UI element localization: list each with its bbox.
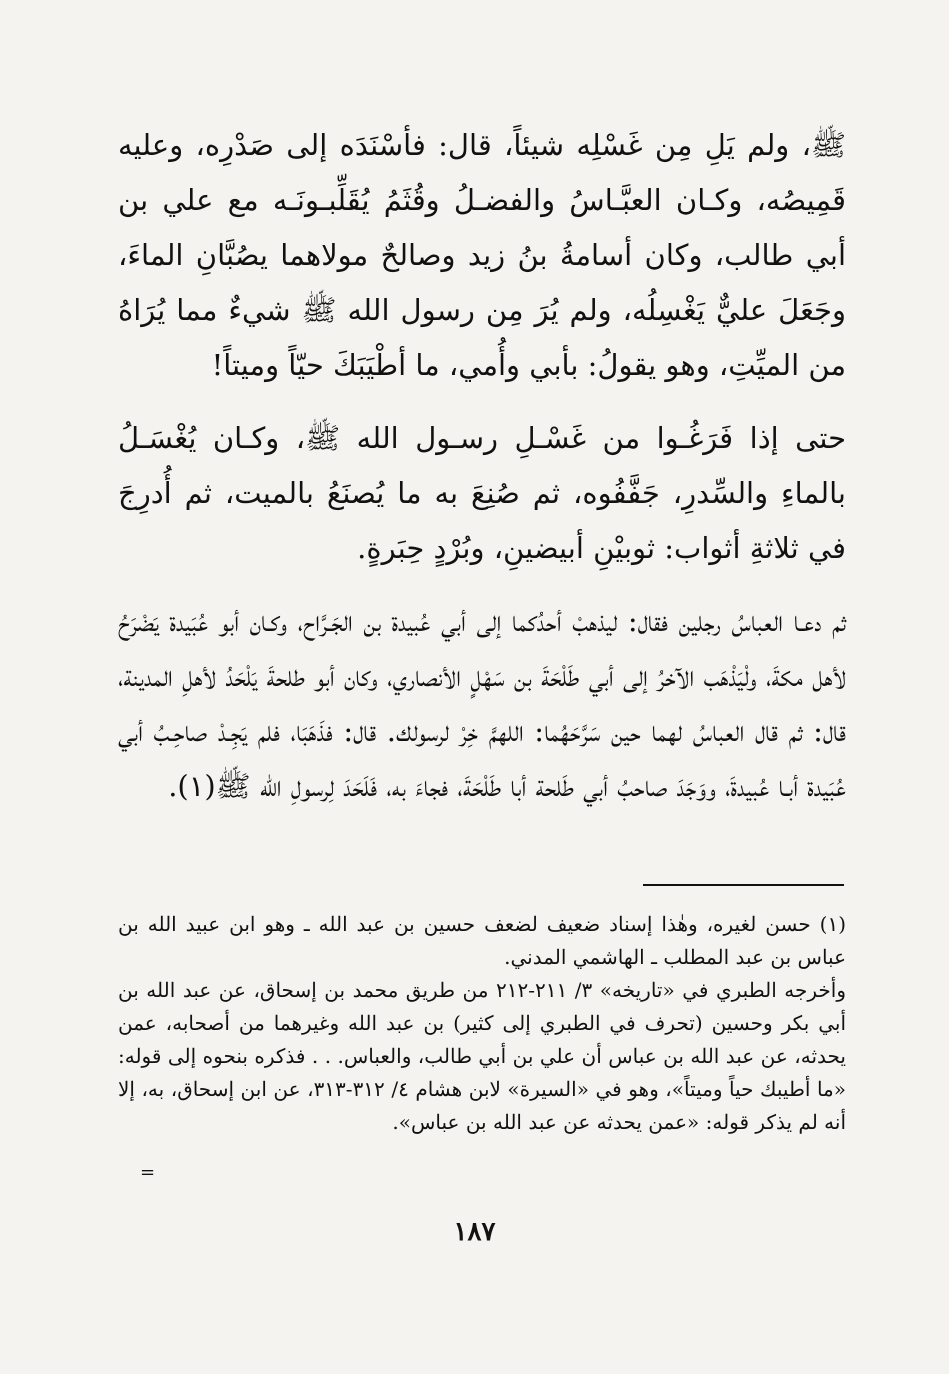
footnote-separator-rule (643, 884, 844, 886)
paragraph-1: ﷺ، ولم يَلِ مِن غَسْلِه شيئاً، قال: فأسْنَدَه إلى صَدْرِه، وعليه قَمِيصُه، وكـان العبَّـاسُ والفضـلُ وقُثَمُ يُقَلِّبـونَـه مع علي بن أبي طالب، وكان أسامةُ بنُ زيد وصالحٌ مولاهما يصُبَّانِ الماءَ، وجَعَلَ عليٌّ يَغْسِلُه، ولم يُرَ مِن رسول الله ﷺ شيءٌ مما يُرَاهُ من الميِّتِ، وهو يقولُ: بأبي وأُمي، ما أطْيَبَكَ حيّاً وميتاً! (118, 128, 846, 382)
footnote-1-continuation: وأخرجه الطبري في «تاريخه» ٣/ ٢١١-٢١٢ من طريق محمد بن إسحاق، عن عبد الله بن أبي بكر وحسين (تحرف في الطبري إلى كثير) بن عبد الله وغيرهما من أصحابه، عمن يحدثه، عن عبد الله بن عباس أن علي بن أبي طالب، والعباس. . . فذكره بنحوه إلى قوله: «ما أطيبك حياً وميتاً»، وهو في «السيرة» لابن هشام ٤/ ٣١٢-٣١٣، عن ابن إسحاق، به، إلا أنه لم يذكر قوله: «عمن يحدثه عن عبد الله بن عباس». (118, 978, 846, 1134)
footnote-1: (١) حسن لغيره، وهٰذا إسناد ضعيف لضعف حسين بن عبد الله ـ وهو ابن عبيد الله بن عباس بن عبد المطلب ـ الهاشمي المدني. (118, 912, 846, 969)
page-number: ١٨٧ (453, 1217, 496, 1247)
paragraph-3: ثم دعـا العباسُ رجلين فقال: ليذهبْ أحدُكما إلى أبي عُبيدة بن الجَـرَّاح، وكـان أبو عُبَيدة يَضْرَحُ لأهل مكةَ، ولْيَذْهَب الآخرُ إلى أبي طَلْحَةَ بن سَهْلٍ الأنصاري، وكان أبو طلحةَ يَلْحَدُ لأهلِ المدينة، قال: ثم قال العباسُ لهما حين سَرَّحَهُما: اللهمَّ خِرْ لرسولك. قال: فذَهَبَا، فلم يَجِـدْ صاحِـبُ أبي عُبَيدة أبـا عُبيدةَ، ووَجَدَ صاحبُ أبي طَلحة أبا طَلْحَةَ، فجاءَ به، فَلَحَدَ لِرسولِ الله ﷺ(١). (118, 604, 846, 803)
footnotes-section (118, 908, 846, 1139)
main-text-body (118, 118, 846, 814)
paragraph-2: حتى إذا فَرَغُـوا من غَسْـلِ رسـول الله ﷺ، وكـان يُغْسَـلُ بالماءِ والسِّدرِ، جَفَّفُوه، ثم صُنِعَ به ما يُصنَعُ بالميت، ثم أُدرِجَ في ثلاثةِ أثواب: ثوبيْنِ أبيضينِ، وبُرْدٍ حِبَرةٍ. (118, 421, 846, 565)
footnote-continuation-mark: = (140, 1162, 156, 1183)
